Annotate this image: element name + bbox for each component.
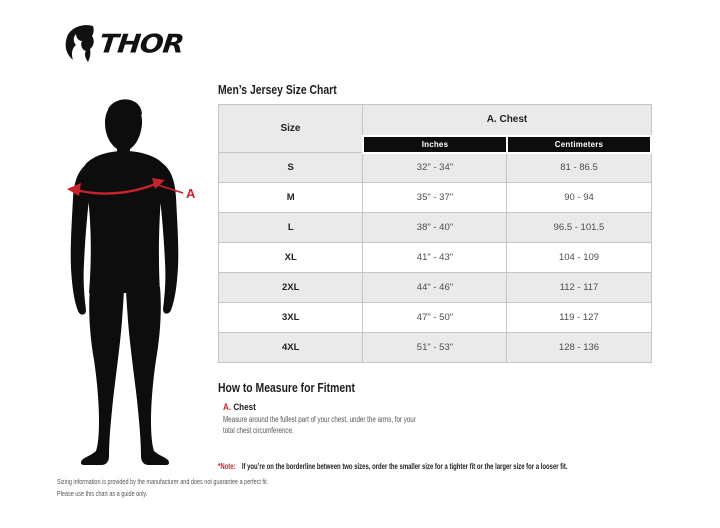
centimeters-value: 128 - 136 (507, 333, 651, 363)
inches-value: 38" - 40" (363, 213, 507, 243)
size-label: 3XL (219, 303, 363, 333)
inches-value: 47" - 50" (363, 303, 507, 333)
body-silhouette-figure (54, 95, 206, 473)
inches-value: 35" - 37" (363, 183, 507, 213)
size-label: XL (219, 243, 363, 273)
disclaimer-line1: Sizing information is provided by the manufacturer and does not guarantee a perfect fit. (57, 477, 269, 486)
measure-item-name: Chest (233, 402, 256, 413)
centimeters-value: 119 - 127 (507, 303, 651, 333)
centimeters-value: 96.5 - 101.5 (507, 213, 651, 243)
chest-label-a: A (186, 186, 196, 201)
size-chart-title: Men’s Jersey Size Chart (218, 82, 337, 97)
size-row-2xl (219, 273, 652, 303)
measure-item-chest (223, 402, 262, 413)
body-silhouette (71, 99, 179, 465)
column-header-inches: Inches (363, 136, 507, 153)
size-label: S (219, 153, 363, 183)
size-label: M (219, 183, 363, 213)
size-row-l (219, 213, 652, 243)
column-header-size: Size (219, 105, 363, 153)
inches-value: 32" - 34" (363, 153, 507, 183)
inches-value: 44" - 46" (363, 273, 507, 303)
measure-item-letter: A. (223, 402, 232, 413)
centimeters-value: 112 - 117 (507, 273, 651, 303)
size-chart-table (218, 104, 652, 363)
disclaimer-line2: Please use this chart as a guide only. (57, 489, 148, 498)
column-header-centimeters: Centimeters (507, 136, 651, 153)
inches-value: 41" - 43" (363, 243, 507, 273)
size-row-4xl (219, 333, 652, 363)
measure-item-description-line2: total chest circumference. (223, 425, 294, 435)
centimeters-value: 104 - 109 (507, 243, 651, 273)
centimeters-value: 90 - 94 (507, 183, 651, 213)
brand-wordmark: THOR (97, 28, 185, 60)
size-row-xl (219, 243, 652, 273)
measure-section-heading: How to Measure for Fitment (218, 380, 355, 395)
column-header-chest: A. Chest (363, 105, 651, 136)
note-label: *Note: (218, 461, 236, 471)
centimeters-value: 81 - 86.5 (507, 153, 651, 183)
size-row-m (219, 183, 652, 213)
size-label: 4XL (219, 333, 363, 363)
size-row-s (219, 153, 652, 183)
inches-value: 51" - 53" (363, 333, 507, 363)
size-label: L (219, 213, 363, 243)
sizing-note (218, 461, 717, 471)
size-label: 2XL (219, 273, 363, 303)
goat-head-icon (64, 25, 96, 63)
brand-logo (64, 25, 183, 63)
table-header-row (219, 105, 652, 136)
measure-item-description-line1: Measure around the fullest part of your chest, under the arms, for your (223, 414, 416, 424)
note-text: If you’re on the borderline between two sizes, order the smaller size for a tighter fit or the larger size for a looser fit. (241, 461, 568, 471)
size-row-3xl (219, 303, 652, 333)
